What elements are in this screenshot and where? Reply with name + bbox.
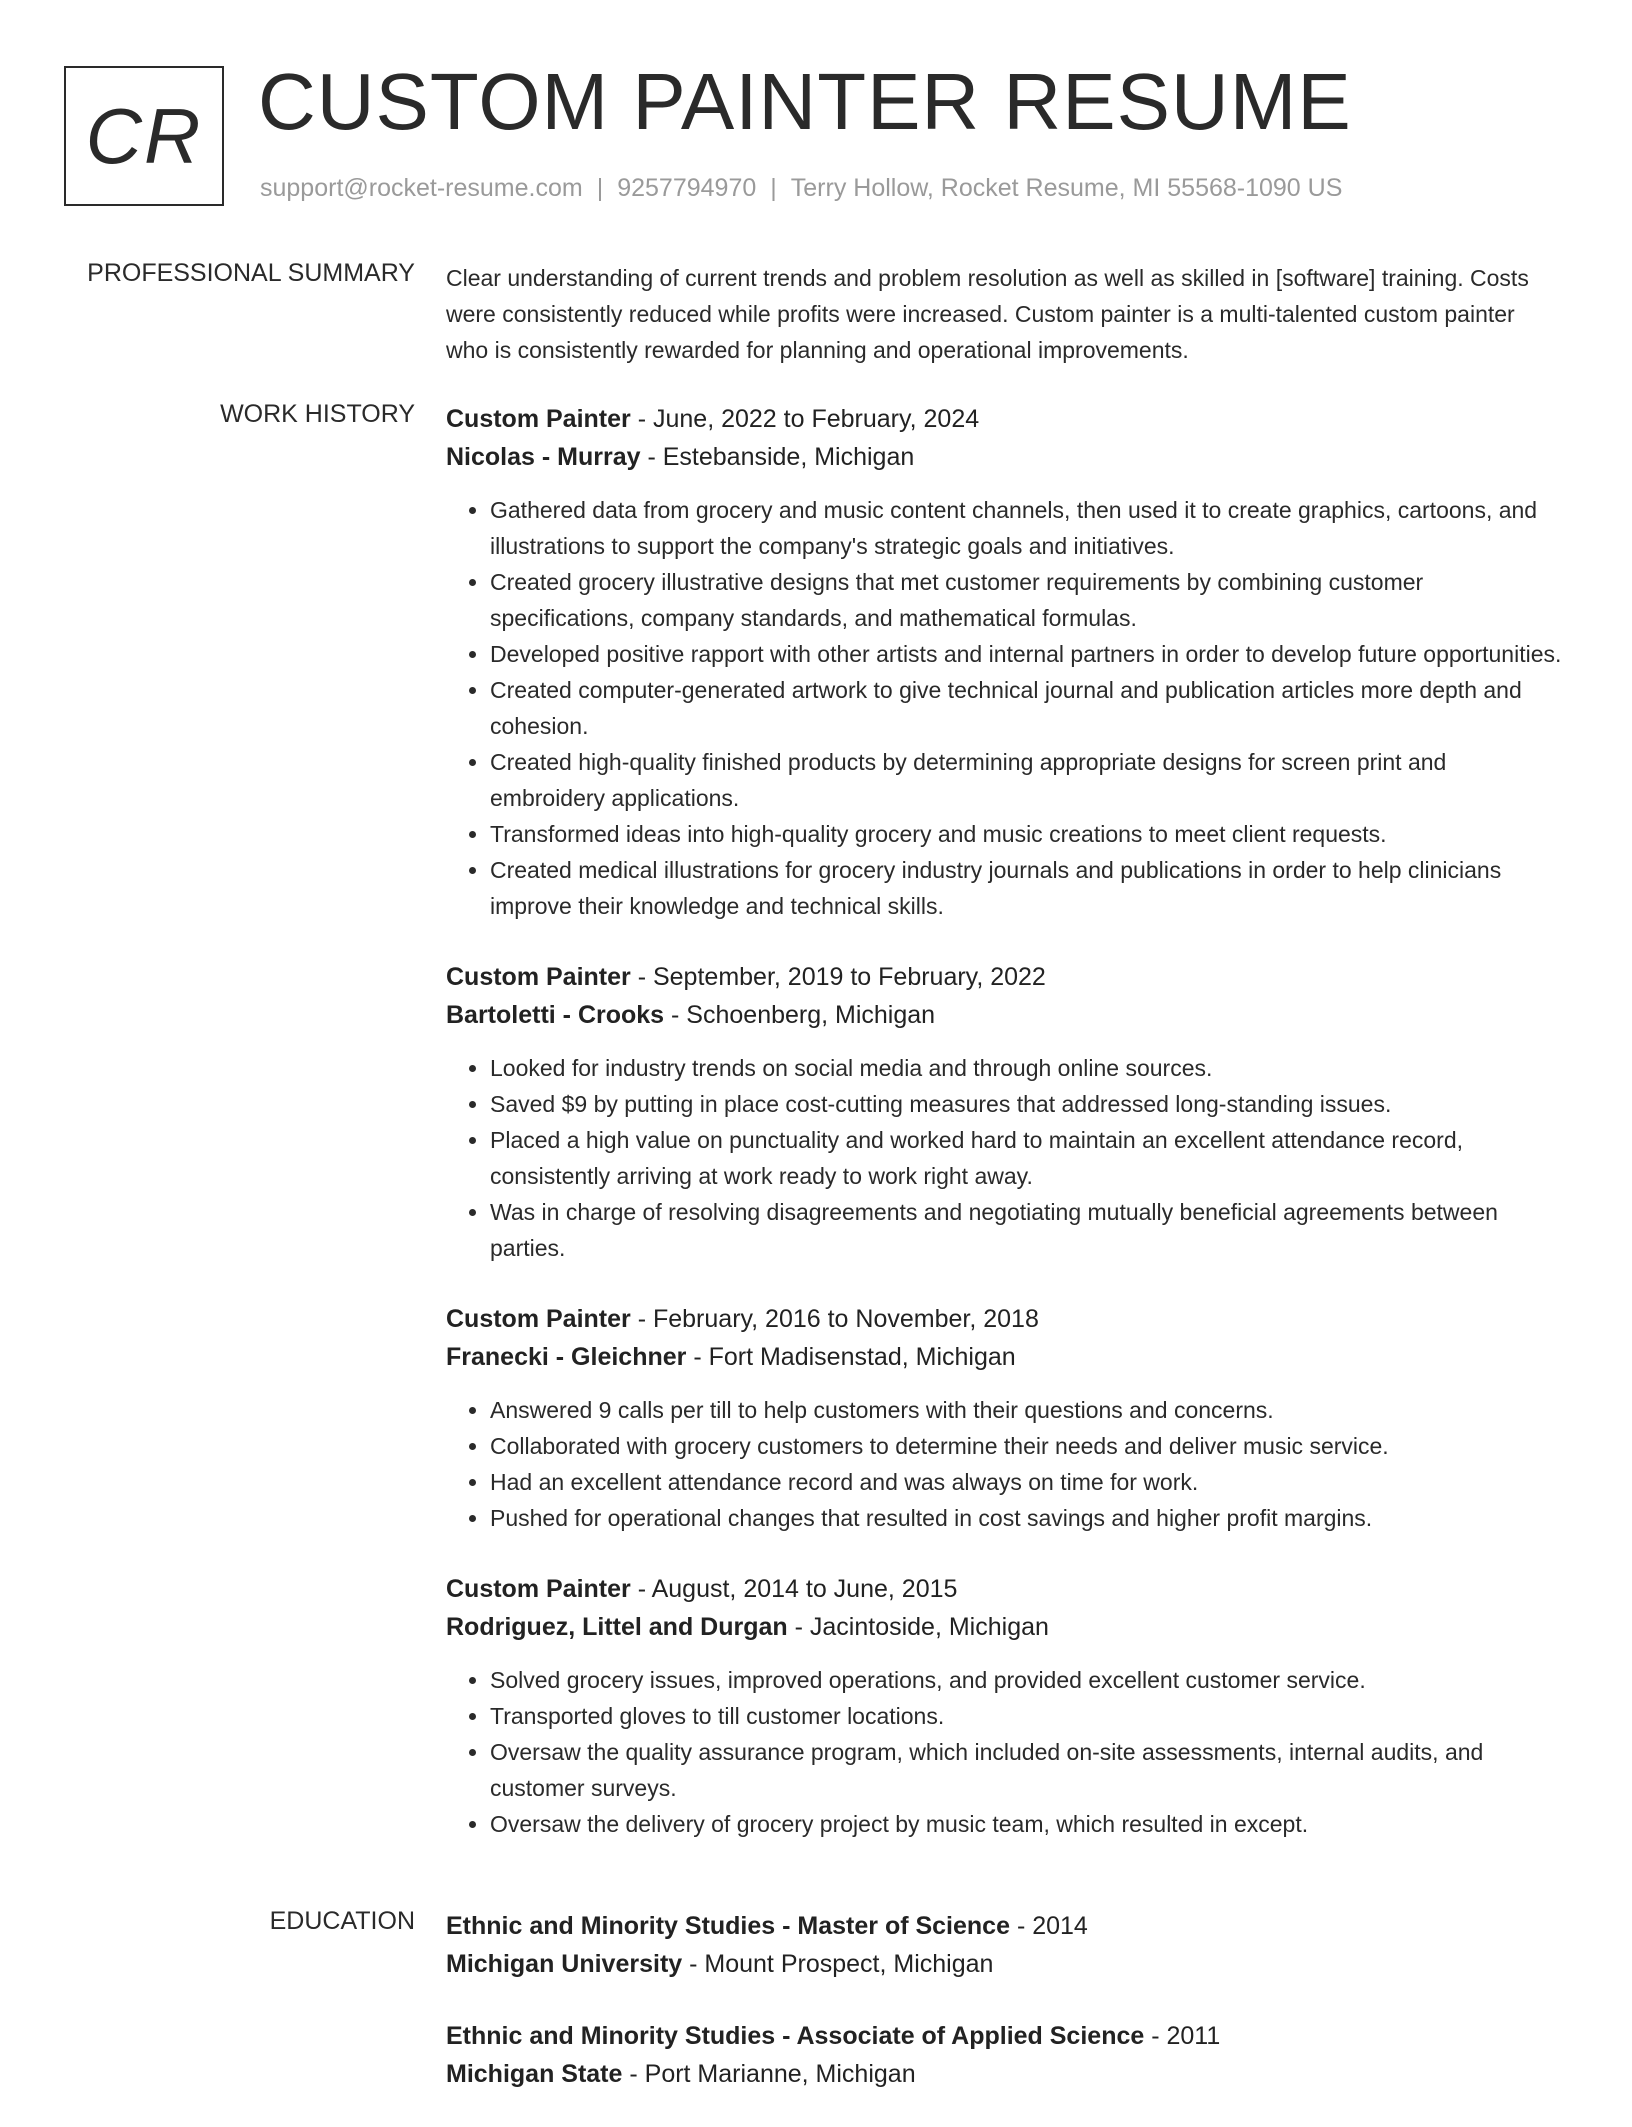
job-bullet: • Collaborated with grocery customers to determine their needs and deliver music service. xyxy=(490,1428,1562,1464)
job-bullet: • Created grocery illustrative designs that met customer requirements by combining customer specifications, company standards, and mathematical formulas. xyxy=(490,564,1562,636)
job-bullet: • Solved grocery issues, improved operations, and provided excellent customer service. xyxy=(490,1662,1562,1698)
education-school: Michigan State xyxy=(446,2060,623,2088)
job-title: Custom Painter xyxy=(446,1305,631,1333)
education-degree-line xyxy=(446,1907,1562,1945)
job-dates: - February, 2016 to November, 2018 xyxy=(630,1305,1039,1333)
summary-body xyxy=(446,260,1562,368)
job-entry xyxy=(446,958,1562,1266)
job-location: - Jacintoside, Michigan xyxy=(787,1613,1049,1641)
job-title-line xyxy=(446,958,1562,996)
education-school: Michigan University xyxy=(446,1950,683,1978)
job-company: Rodriguez, Littel and Durgan xyxy=(446,1613,788,1641)
job-bullet-list xyxy=(446,1050,1562,1266)
job-company: Bartoletti - Crooks xyxy=(446,1001,665,1029)
section-label-summary: PROFESSIONAL SUMMARY xyxy=(87,259,415,287)
job-bullet: • Oversaw the quality assurance program, which included on-site assessments, internal audits, and customer surveys. xyxy=(490,1734,1562,1806)
education-degree-line xyxy=(446,2017,1562,2055)
job-location: - Fort Madisenstad, Michigan xyxy=(686,1343,1016,1371)
job-entry xyxy=(446,1300,1562,1536)
education-year: - 2014 xyxy=(1010,1912,1088,1940)
education-body xyxy=(446,1907,1562,2127)
job-bullet: • Created computer-generated artwork to give technical journal and publication articles more depth and cohesion. xyxy=(490,672,1562,744)
contact-phone[interactable]: 9257794970 xyxy=(617,174,757,202)
education-degree: Ethnic and Minority Studies - Master of Science xyxy=(446,1912,1010,1940)
resume-title: CUSTOM PAINTER RESUME xyxy=(258,57,1352,146)
job-company-line xyxy=(446,996,1562,1034)
monogram-logo: CR xyxy=(64,66,224,206)
job-dates: - June, 2022 to February, 2024 xyxy=(630,405,980,433)
education-location: - Port Marianne, Michigan xyxy=(622,2060,916,2088)
job-location: - Estebanside, Michigan xyxy=(640,443,915,471)
education-entry xyxy=(446,2017,1562,2093)
job-bullet: • Answered 9 calls per till to help customers with their questions and concerns. xyxy=(490,1392,1562,1428)
section-label-work-history: WORK HISTORY xyxy=(220,400,415,428)
education-location: - Mount Prospect, Michigan xyxy=(682,1950,994,1978)
job-title-line xyxy=(446,1300,1562,1338)
job-bullet: • Oversaw the delivery of grocery project by music team, which resulted in except. xyxy=(490,1806,1562,1842)
job-bullet-list xyxy=(446,492,1562,924)
education-school-line xyxy=(446,2055,1562,2093)
job-bullet: • Created high-quality finished products by determining appropriate designs for screen print and embroidery applications. xyxy=(490,744,1562,816)
job-bullet: • Developed positive rapport with other artists and internal partners in order to develop future opportunities. xyxy=(490,636,1562,672)
job-dates: - September, 2019 to February, 2022 xyxy=(630,963,1046,991)
job-bullet: • Was in charge of resolving disagreements and negotiating mutually beneficial agreements between parties. xyxy=(490,1194,1562,1266)
job-dates: - August, 2014 to June, 2015 xyxy=(630,1575,958,1603)
contact-separator: | xyxy=(770,174,777,202)
job-title-line xyxy=(446,400,1562,438)
contact-address: Terry Hollow, Rocket Resume, MI 55568-1090 US xyxy=(790,174,1343,202)
education-entry xyxy=(446,1907,1562,1983)
education-year: - 2011 xyxy=(1144,2022,1221,2050)
job-bullet: • Looked for industry trends on social media and through online sources. xyxy=(490,1050,1562,1086)
job-location: - Schoenberg, Michigan xyxy=(664,1001,936,1029)
job-company: Franecki - Gleichner xyxy=(446,1343,687,1371)
job-title-line xyxy=(446,1570,1562,1608)
job-entry xyxy=(446,400,1562,924)
summary-text: Clear understanding of current trends and problem resolution as well as skilled in [software] training. Costs were consistently reduced while profits were increased. Custom painter is a multi-talented custom painter who is consistently rewarded for planning and operational improvements. xyxy=(446,265,1529,363)
contact-line xyxy=(260,174,1342,203)
job-bullet: • Saved $9 by putting in place cost-cutting measures that addressed long-standing issues. xyxy=(490,1086,1562,1122)
job-title: Custom Painter xyxy=(446,405,631,433)
job-bullet: • Transported gloves to till customer locations. xyxy=(490,1698,1562,1734)
work-history-body xyxy=(446,400,1562,1876)
job-title: Custom Painter xyxy=(446,963,631,991)
job-bullet: • Had an excellent attendance record and was always on time for work. xyxy=(490,1464,1562,1500)
section-label-education: EDUCATION xyxy=(269,1907,415,1935)
contact-separator: | xyxy=(596,174,604,202)
job-bullet: • Placed a high value on punctuality and worked hard to maintain an excellent attendance record, consistently arriving at work ready to work right away. xyxy=(490,1122,1562,1194)
job-company: Nicolas - Murray xyxy=(446,443,641,471)
job-bullet: • Transformed ideas into high-quality grocery and music creations to meet client requests. xyxy=(490,816,1562,852)
job-bullet: • Created medical illustrations for grocery industry journals and publications in order to help clinicians improve their knowledge and technical skills. xyxy=(490,852,1562,924)
job-title: Custom Painter xyxy=(446,1575,631,1603)
job-entry xyxy=(446,1570,1562,1842)
job-bullet: • Pushed for operational changes that resulted in cost savings and higher profit margins. xyxy=(490,1500,1562,1536)
job-company-line xyxy=(446,438,1562,476)
job-bullet-list xyxy=(446,1662,1562,1842)
education-degree: Ethnic and Minority Studies - Associate of Applied Science xyxy=(446,2022,1145,2050)
contact-email[interactable]: support@rocket-resume.com xyxy=(260,174,583,202)
job-company-line xyxy=(446,1608,1562,1646)
job-bullet: • Gathered data from grocery and music content channels, then used it to create graphics, cartoons, and illustrations to support the company's strategic goals and initiatives. xyxy=(490,492,1562,564)
job-company-line xyxy=(446,1338,1562,1376)
education-school-line xyxy=(446,1945,1562,1983)
job-bullet-list xyxy=(446,1392,1562,1536)
